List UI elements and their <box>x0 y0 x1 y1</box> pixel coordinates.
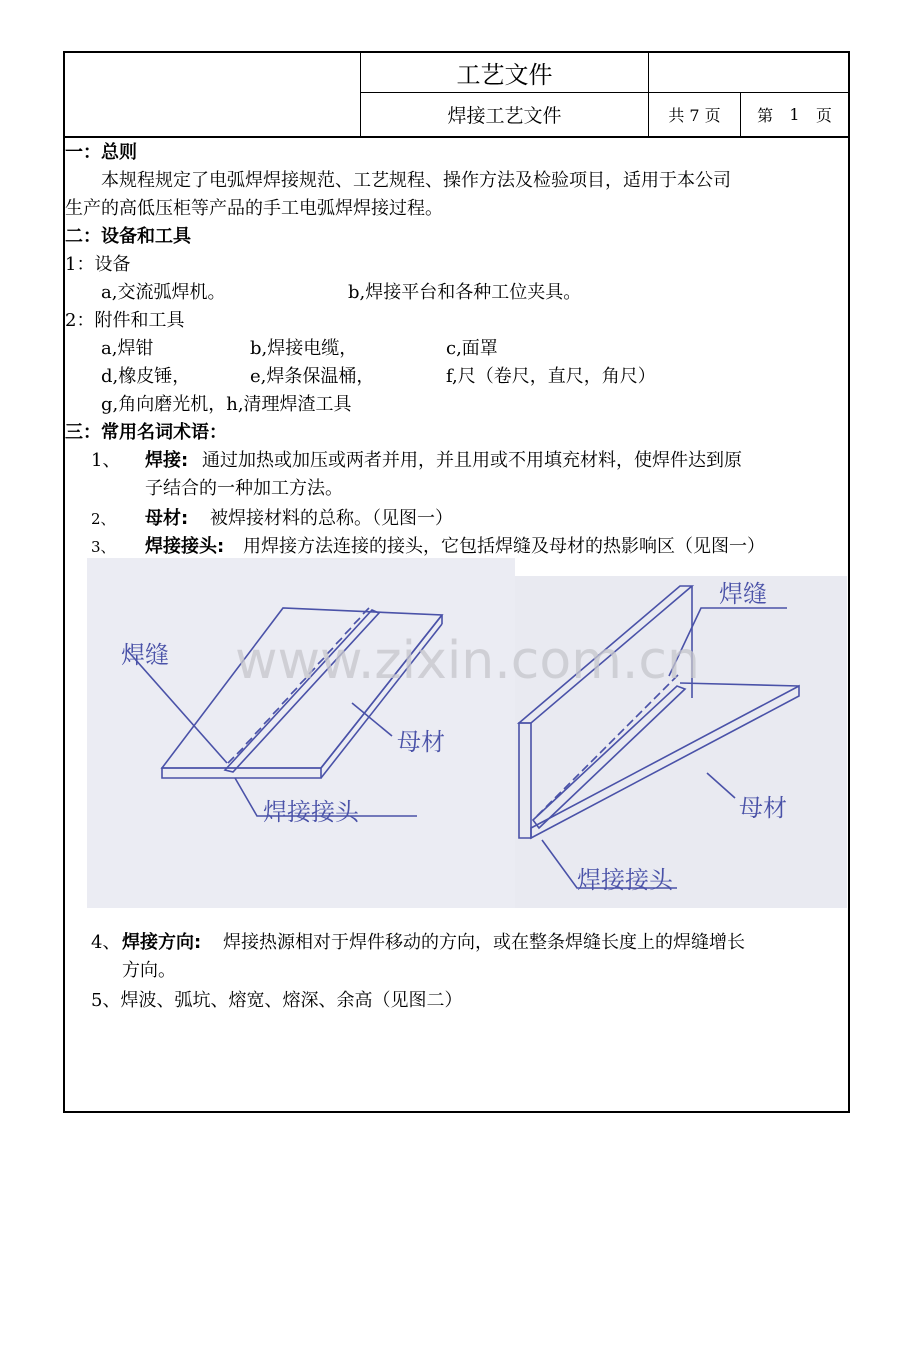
section1-heading: 一：总则 <box>65 142 137 163</box>
section1-para-line2: 生产的高低压柜等产品的手工电弧焊焊接过程。 <box>65 198 443 219</box>
tool-item: d,橡皮锤， <box>101 366 191 387</box>
term2-definition: 被焊接材料的总称。（见图一） <box>210 508 453 529</box>
term1-definition: 通过加热或加压或两者并用，并且用或不用填充材料，使焊件达到原 <box>202 450 742 471</box>
section2-heading: 二：设备和工具 <box>65 226 191 247</box>
term3-number: 3、 <box>91 538 116 556</box>
page-number <box>741 93 848 136</box>
label-base-left: 母材 <box>397 728 445 756</box>
document-subtitle: 焊接工艺文件 <box>447 105 562 127</box>
tool-item: c,面罩 <box>446 338 498 359</box>
weld-joint-figure <box>87 558 847 908</box>
term5-line: 5、焊波、弧坑、熔宽、熔深、余高（见图二） <box>91 990 463 1011</box>
term4-number: 4、 <box>91 932 121 953</box>
section3-heading: 三：常用名词术语： <box>65 422 227 443</box>
tool-item: b,焊接电缆， <box>250 338 358 359</box>
label-joint-right: 焊接接头 <box>577 866 673 894</box>
term4-definition-cont: 方向。 <box>122 960 176 981</box>
term1-number: 1、 <box>91 450 121 471</box>
tools-subheading: 2：附件和工具 <box>65 310 185 331</box>
term3-definition: 用焊接方法连接的接头，它包括焊缝及母材的热影响区（见图一） <box>243 536 765 557</box>
term2-number: 2、 <box>91 510 116 528</box>
term3-name: 焊接接头: <box>145 536 225 557</box>
section1-para-line1: 本规程规定了电弧焊焊接规范、工艺规程、操作方法及检验项目，适用于本公司 <box>101 170 731 191</box>
label-weld-left: 焊缝 <box>121 641 169 669</box>
document-header <box>65 53 848 138</box>
document-title: 工艺文件 <box>456 61 553 89</box>
right-diagram-paper <box>515 576 847 908</box>
page-suffix: 页 <box>815 106 832 125</box>
term4-name: 焊接方向: <box>122 932 202 953</box>
weld-diagram-svg <box>87 558 847 908</box>
tool-item: a,焊钳 <box>101 338 154 359</box>
tool-item: g,角向磨光机，h,清理焊渣工具 <box>101 394 352 415</box>
equipment-item-a: a,交流弧焊机。 <box>101 282 226 303</box>
term4-definition: 焊接热源相对于焊件移动的方向，或在整条焊缝长度上的焊缝增长 <box>223 932 745 953</box>
watermark: www.zixin.com.cn <box>235 631 700 691</box>
tool-item: e,焊条保温桶， <box>250 366 375 387</box>
left-diagram-paper <box>87 558 515 908</box>
label-base-right: 母材 <box>739 794 787 822</box>
term2-name: 母材: <box>145 508 189 529</box>
page-num: 1 <box>789 105 800 124</box>
document-frame <box>63 51 850 1113</box>
page-prefix: 第 <box>757 106 774 125</box>
label-weld-right: 焊缝 <box>719 580 767 608</box>
term1-name: 焊接: <box>145 450 189 471</box>
total-pages: 共 7 页 <box>668 106 721 125</box>
equipment-item-b: b,焊接平台和各种工位夹具。 <box>348 282 582 303</box>
equipment-subheading: 1：设备 <box>65 254 131 275</box>
tool-item: f,尺（卷尺，直尺，角尺） <box>446 366 656 387</box>
term1-definition-cont: 子结合的一种加工方法。 <box>145 478 343 499</box>
label-joint-left: 焊接接头 <box>263 798 359 826</box>
